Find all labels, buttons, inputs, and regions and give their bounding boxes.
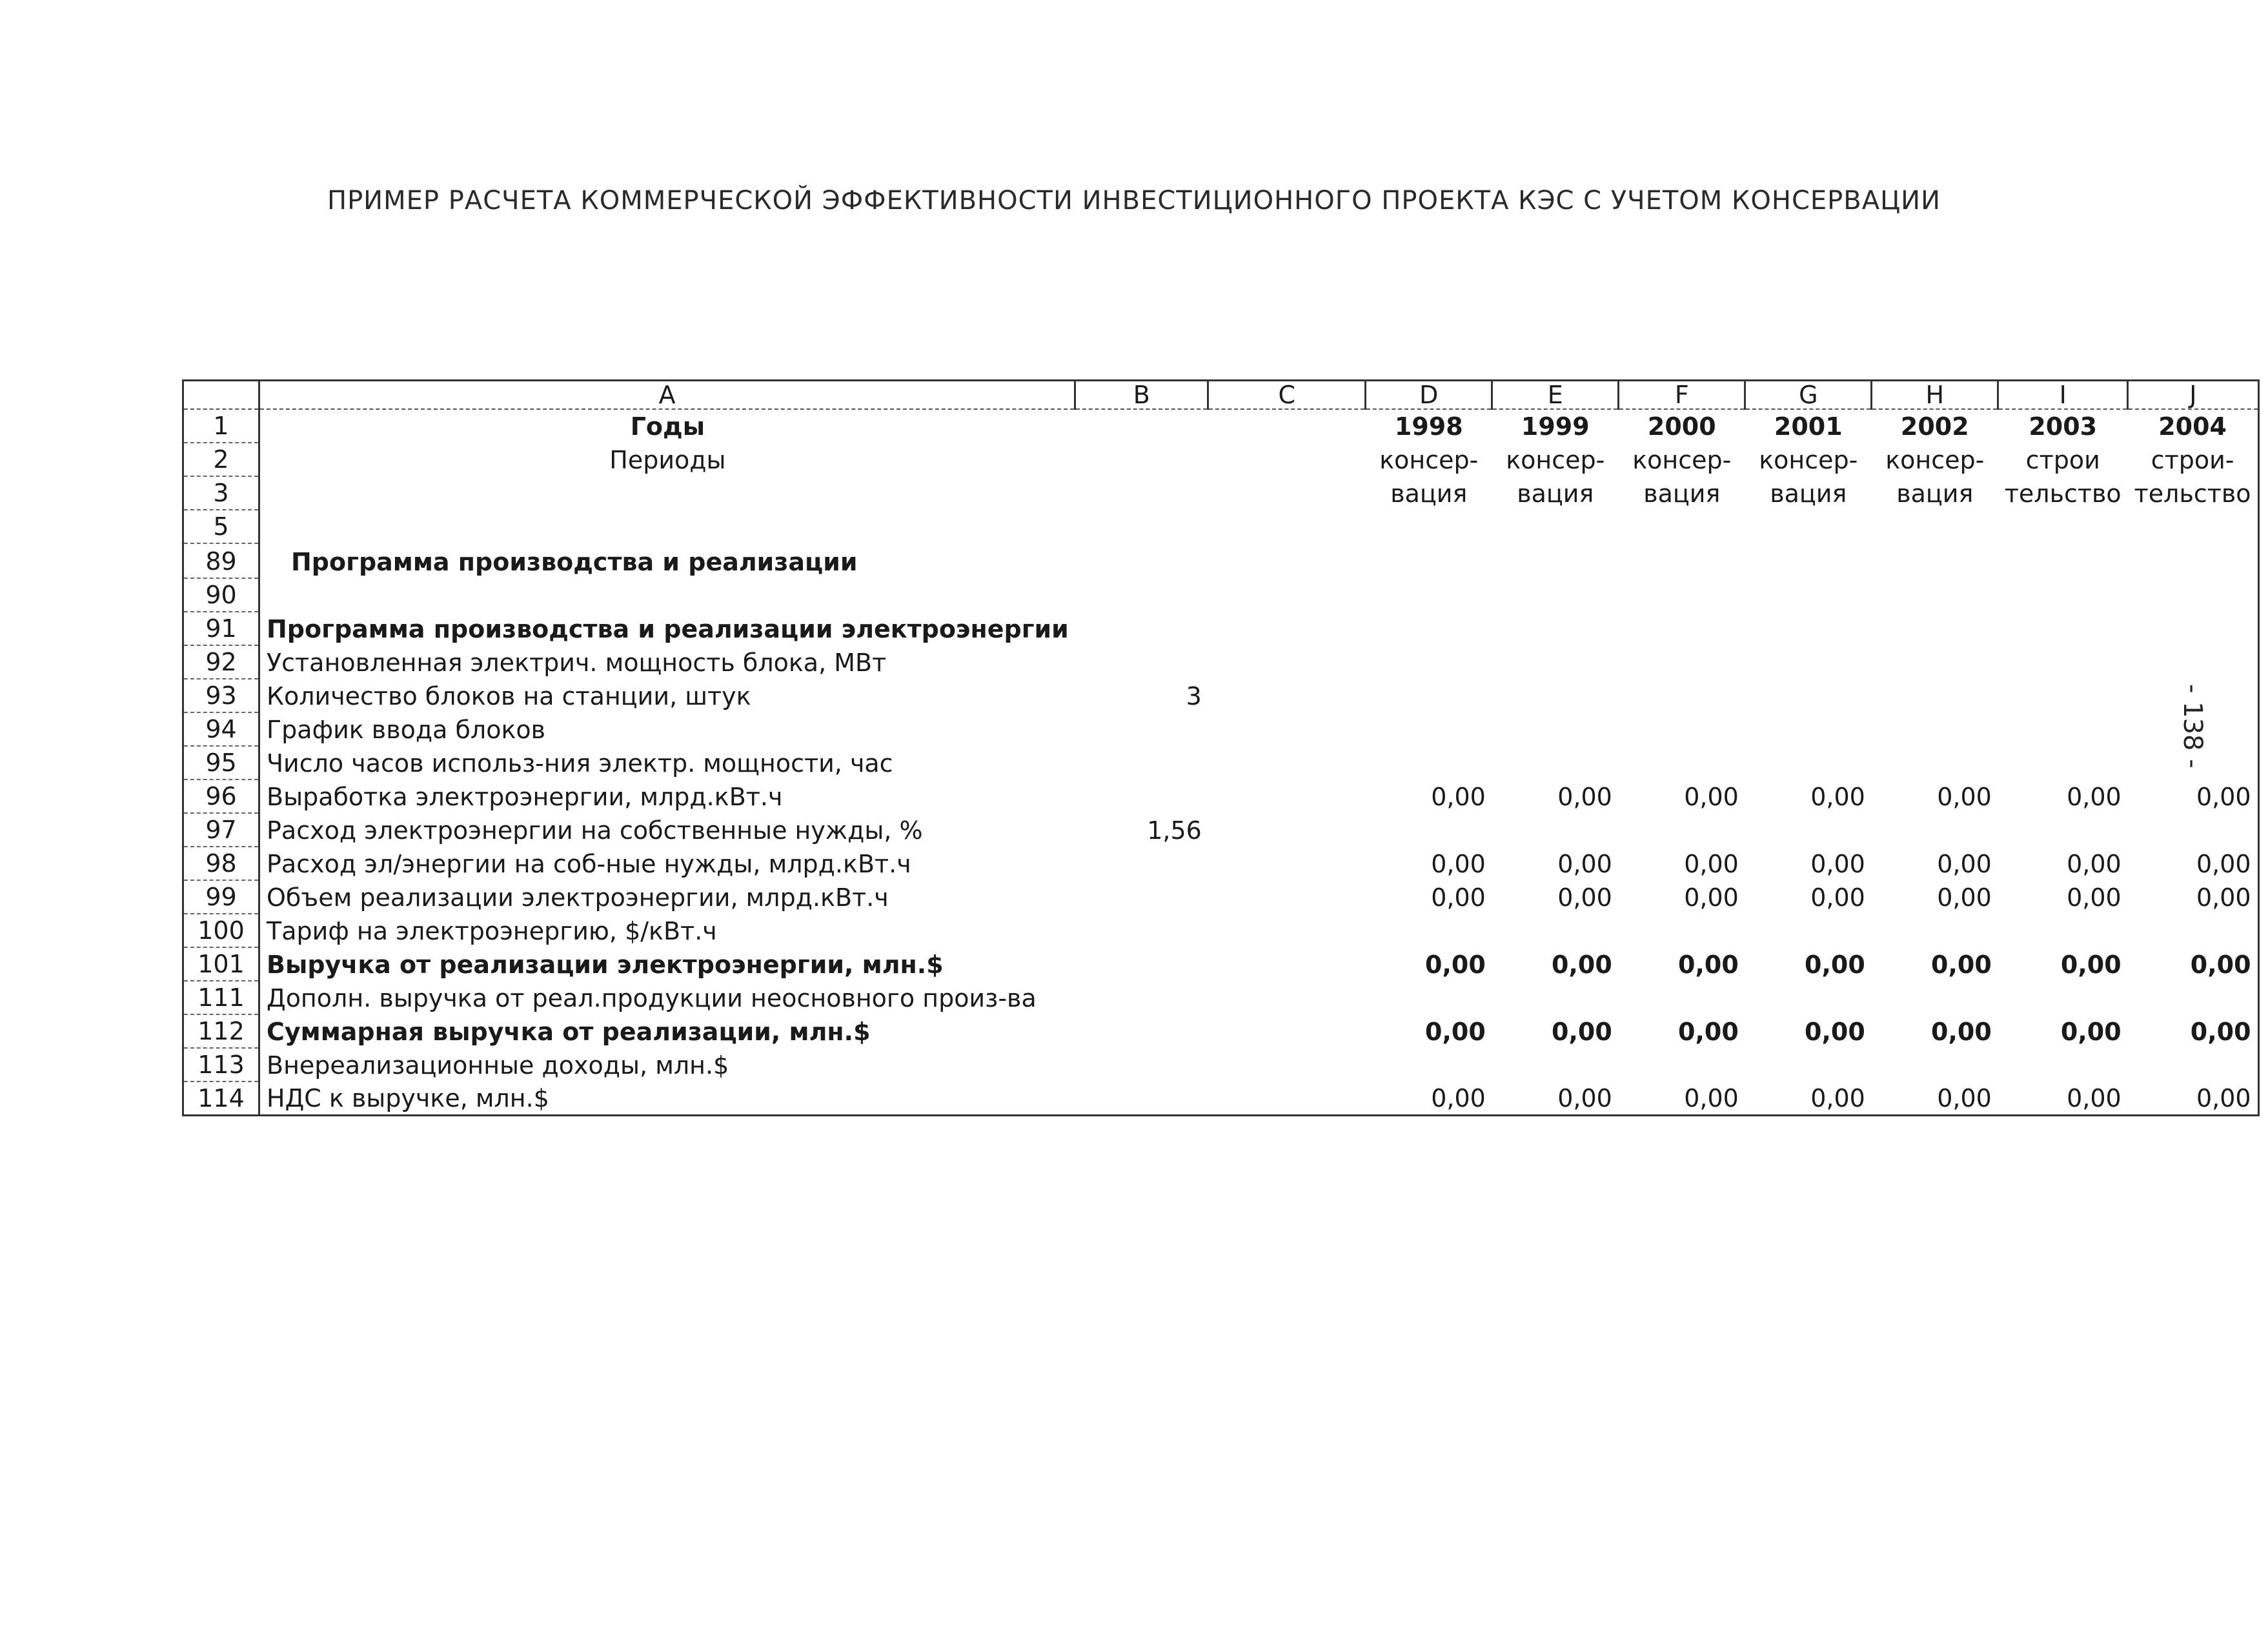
row-label: Дополн. выручка от реал.продукции неосновного произ-ва: [267, 984, 1037, 1012]
cell-value: 0,00: [2060, 1018, 2121, 1046]
cell-value: 0,00: [1557, 850, 1612, 878]
cell-value: 0,00: [2067, 883, 2121, 912]
period-bottom-1998: вация: [1390, 479, 1468, 508]
cell-value: 0,00: [1805, 1018, 1865, 1046]
cell-value: 0,00: [1810, 850, 1865, 878]
row-number: 5: [183, 510, 259, 543]
column-header-a: A: [259, 381, 1075, 410]
cell-value: 0,00: [1810, 783, 1865, 811]
period-bottom-2002: вация: [1896, 479, 1974, 508]
cell-value: 0,00: [1678, 1018, 1739, 1046]
row-number: 94: [183, 712, 259, 746]
period-bottom-1999: вация: [1517, 479, 1594, 508]
cell-value: 0,00: [1931, 1018, 1992, 1046]
row-number: 89: [183, 543, 259, 578]
row-number: 96: [183, 780, 259, 813]
cell-value: 0,00: [2128, 780, 2258, 813]
row-number: 113: [183, 1048, 259, 1082]
column-header-j: J: [2128, 381, 2258, 410]
cell-value: 0,00: [1810, 883, 1865, 912]
cell-value: 0,00: [2128, 1014, 2258, 1048]
row-number: 92: [183, 645, 259, 679]
cell-value: 0,00: [1937, 883, 1992, 912]
cell-value: 0,00: [1492, 1082, 1619, 1116]
period-bottom-2004: тельство: [2128, 476, 2258, 510]
period-top-2001: консер-: [1759, 446, 1858, 474]
year-2003: 2003: [2029, 412, 2098, 441]
column-header-h: H: [1872, 381, 1998, 410]
cell-value: 1,56: [1147, 816, 1202, 845]
row-label: Число часов использ-ния электр. мощности, час: [267, 749, 893, 778]
row-label: График ввода блоков: [267, 716, 546, 744]
row-number: 114: [183, 1082, 259, 1116]
table-row: [183, 981, 2259, 1014]
cell-value: 0,00: [2128, 880, 2258, 914]
row-label: Объем реализации электроэнергии, млрд.кВт.ч: [267, 883, 889, 912]
cell-value: 0,00: [2067, 850, 2121, 878]
table-row: [183, 1048, 2259, 1082]
row-label: Тариф на электроэнергию, $/кВт.ч: [267, 917, 717, 945]
table-row: [183, 1082, 2259, 1116]
table-row: [183, 409, 2259, 443]
column-header-c: C: [1208, 381, 1366, 410]
row-label: Установленная электрич. мощность блока, МВт: [267, 649, 887, 677]
table-row: [183, 476, 2259, 510]
cell-value: 0,00: [1684, 883, 1739, 912]
cell-value: 0,00: [1431, 883, 1486, 912]
column-header-e: E: [1492, 381, 1619, 410]
table-row: [183, 612, 2259, 645]
year-2004: 2004: [2128, 409, 2258, 443]
table-row: [183, 813, 2259, 847]
table-row: [183, 712, 2259, 746]
table-row: [183, 847, 2259, 880]
cell-value: 0,00: [1425, 1018, 1486, 1046]
period-top-2003: строи: [2025, 446, 2100, 474]
row-number: 112: [183, 1014, 259, 1048]
cell-value: 0,00: [1431, 783, 1486, 811]
cell-value: 0,00: [1366, 1082, 1492, 1116]
cell-value: 0,00: [1619, 1082, 1745, 1116]
year-1999: 1999: [1521, 412, 1590, 441]
cell-value: 0,00: [2128, 947, 2258, 981]
row-number: 90: [183, 578, 259, 612]
cell-value: 0,00: [1678, 951, 1739, 979]
cell-value: 0,00: [1745, 1082, 1872, 1116]
period-bottom-2003: тельство: [2004, 479, 2121, 508]
cell-value: 0,00: [1805, 951, 1865, 979]
table-row: [183, 1014, 2259, 1048]
row-label: Выручка от реализации электроэнергии, млн.$: [267, 951, 944, 979]
cell-value: 0,00: [1557, 783, 1612, 811]
period-top-1999: консер-: [1506, 446, 1605, 474]
cell-value: 0,00: [1872, 1082, 1998, 1116]
year-2000: 2000: [1647, 412, 1716, 441]
row-number: 97: [183, 813, 259, 847]
row-number: 91: [183, 612, 259, 645]
row-number: 101: [183, 947, 259, 981]
period-top-2004: строи-: [2128, 443, 2258, 476]
row-number: 3: [183, 476, 259, 510]
cell-value: 0,00: [2067, 783, 2121, 811]
table-row: [183, 510, 2259, 543]
year-2001: 2001: [1774, 412, 1843, 441]
table-row: [183, 914, 2259, 947]
column-header-b: B: [1075, 381, 1208, 410]
year-1998: 1998: [1394, 412, 1463, 441]
row-number: 99: [183, 880, 259, 914]
cell-value: 0,00: [1931, 951, 1992, 979]
cell-value: 0,00: [1552, 1018, 1612, 1046]
section-heading: Программа производства и реализации: [291, 548, 858, 576]
row-label: Количество блоков на станции, штук: [267, 682, 751, 710]
years-label: Годы: [630, 412, 705, 441]
table-row: [183, 880, 2259, 914]
table-row: [183, 780, 2259, 813]
row-label: Внереализационные доходы, млн.$: [267, 1051, 729, 1080]
document-title: ПРИМЕР РАСЧЕТА КОММЕРЧЕСКОЙ ЭФФЕКТИВНОСТИ ИНВЕСТИЦИОННОГО ПРОЕКТА КЭС С УЧЕТОМ КОНСЕРВАЦИИ: [327, 186, 1941, 216]
cell-value: 0,00: [1684, 850, 1739, 878]
table-row: [183, 746, 2259, 780]
table-row: [183, 679, 2259, 712]
cell-value: 0,00: [1937, 850, 1992, 878]
spreadsheet-table: [182, 379, 2260, 1116]
column-header-g: G: [1745, 381, 1872, 410]
cell-value: 0,00: [1552, 951, 1612, 979]
period-top-2002: консер-: [1885, 446, 1985, 474]
cell-value: 0,00: [1998, 1082, 2128, 1116]
corner-cell: [183, 381, 259, 410]
period-top-2000: консер-: [1632, 446, 1732, 474]
column-header-row: [183, 381, 2259, 410]
row-label: Расход электроэнергии на собственные нужды, %: [267, 816, 923, 845]
row-number: 93: [183, 679, 259, 712]
table-row: [183, 578, 2259, 612]
cell-value: 0,00: [2128, 847, 2258, 880]
period-bottom-2000: вация: [1643, 479, 1721, 508]
row-label: НДС к выручке, млн.$: [259, 1082, 1075, 1116]
column-header-f: F: [1619, 381, 1745, 410]
table-row: [183, 543, 2259, 578]
cell-value: 3: [1186, 682, 1202, 710]
row-number: 111: [183, 981, 259, 1014]
row-number: 100: [183, 914, 259, 947]
cell-value: 0,00: [2060, 951, 2121, 979]
period-bottom-2001: вация: [1770, 479, 1847, 508]
cell-value: 0,00: [1425, 951, 1486, 979]
subsection-heading: Программа производства и реализации электроэнергии: [267, 615, 1069, 643]
cell-value: 0,00: [1937, 783, 1992, 811]
row-label: Суммарная выручка от реализации, млн.$: [267, 1018, 871, 1046]
cell-value: 0,00: [1431, 850, 1486, 878]
row-number: 95: [183, 746, 259, 780]
cell-value: 0,00: [2128, 1082, 2258, 1116]
cell-value: 0,00: [1684, 783, 1739, 811]
column-header-d: D: [1366, 381, 1492, 410]
row-number: 2: [183, 443, 259, 476]
page-number: - 138 -: [2178, 684, 2207, 769]
table-row: [183, 443, 2259, 476]
row-number: 98: [183, 847, 259, 880]
row-number: 1: [183, 409, 259, 443]
periods-label: Периоды: [609, 446, 726, 474]
row-label: Расход эл/энергии на соб-ные нужды, млрд.кВт.ч: [267, 850, 911, 878]
table-row: [183, 947, 2259, 981]
row-label: Выработка электроэнергии, млрд.кВт.ч: [267, 783, 783, 811]
cell-value: 0,00: [1557, 883, 1612, 912]
column-header-i: I: [1998, 381, 2128, 410]
period-top-1998: консер-: [1379, 446, 1479, 474]
year-2002: 2002: [1900, 412, 1969, 441]
table-row: [183, 645, 2259, 679]
